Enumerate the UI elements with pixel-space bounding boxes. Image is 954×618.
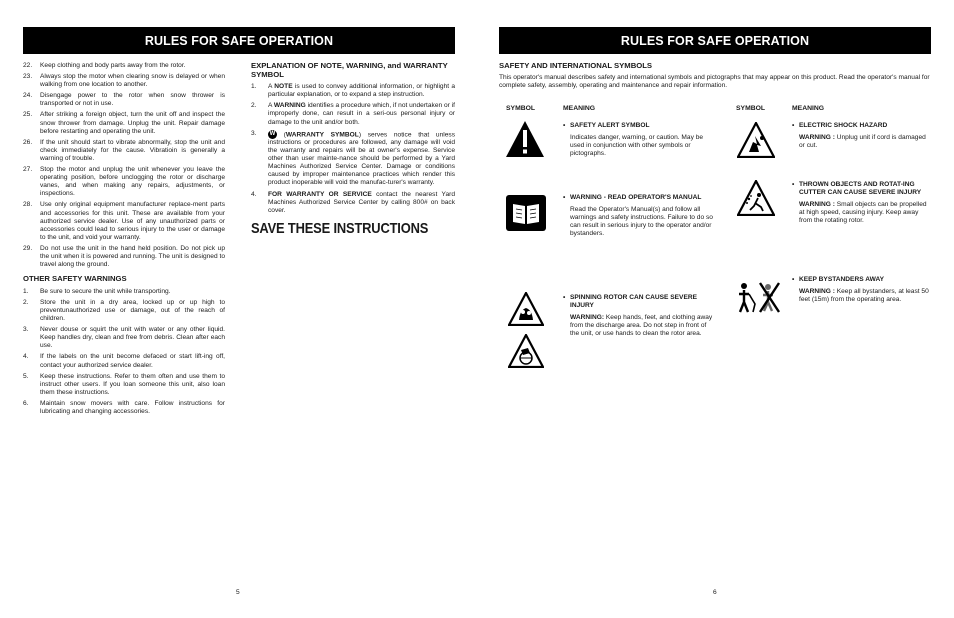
item-number: 27. [23, 166, 33, 174]
electric-shock-entry [792, 122, 932, 150]
other-warning-item [23, 400, 225, 416]
bystanders-desc: WARNING : Keep all bystanders, at least 50 feet (15m) from the operating area. [799, 288, 929, 304]
safety-alert-desc: Indicates danger, warning, or caution. May be used in conjunction with other symbols or pictographs. [570, 134, 704, 158]
right-banner: RULES FOR SAFE OPERATION [499, 27, 931, 54]
rotor-foot-icon [508, 334, 544, 373]
exclamation-triangle-icon [505, 120, 545, 163]
rule-item [23, 62, 225, 70]
item-number: 26. [23, 138, 33, 146]
spinning-rotor-title: • SPINNING ROTOR CAN CAUSE SEVERE INJURY [563, 294, 713, 310]
item-number: 4. [23, 353, 29, 361]
item-text: After striking a foreign object, turn the unit off and inspect the snow thrower from damage. Unplug the unit. Repair damage before restarting and operating the unit. [40, 111, 225, 135]
explanation-heading: EXPLANATION OF NOTE, WARNING, and WARRANTY SYMBOL [251, 61, 448, 79]
save-instructions-heading: SAVE THESE INSTRUCTIONS [251, 219, 429, 237]
meaning-header-right: MEANING [792, 105, 825, 112]
item-text: Disengage power to the rotor when snow thrower is transported or not in use. [40, 92, 225, 108]
thrown-objects-icon [737, 180, 775, 221]
bystanders-title: • KEEP BYSTANDERS AWAY [792, 276, 932, 284]
electric-shock-title: • ELECTRIC SHOCK HAZARD [792, 122, 932, 130]
read-manual-desc: Read the Operator's Manual(s) and follow all warnings and safety instructions. Failure to do so can result in serious injury to the operator and/or bystanders. [570, 206, 713, 238]
item-number: 1. [23, 287, 29, 295]
rules-column [23, 62, 225, 419]
item-text: Do not use the unit in the hand held position. Do not pick up the unit when it is powered and running. The unit is designed to travel along the ground. [40, 244, 225, 269]
item-text: Stop the motor and unplug the unit whenever you leave the operating position, before unclogging the rotor or discharge vanes, and when making any repairs, adjustments, or inspections. [40, 166, 225, 198]
thrown-objects-entry [792, 181, 932, 225]
item-text: If the labels on the unit become defaced or start lift-ing off, contact your authorized service dealer. [40, 353, 225, 369]
item-text: Keep clothing and body parts away from the rotor. [40, 62, 186, 69]
symbol-header-left: SYMBOL [506, 105, 536, 112]
explanation-column [251, 61, 455, 237]
rule-item [23, 245, 225, 269]
other-warning-item [23, 373, 225, 397]
safety-alert-title: • SAFETY ALERT SYMBOL [563, 122, 713, 130]
thrown-objects-title: • THROWN OBJECTS AND ROTAT-ING CUTTER CAN CAUSE SEVERE INJURY [792, 181, 932, 197]
rule-item [23, 139, 225, 163]
symbols-heading: SAFETY AND INTERNATIONAL SYMBOLS [499, 61, 653, 70]
page-number-right: 6 [713, 589, 717, 596]
meaning-header-left: MEANING [563, 105, 596, 112]
other-warning-item [23, 326, 225, 350]
item-text: Be sure to secure the unit while transporting. [40, 287, 171, 295]
spinning-rotor-entry [563, 294, 713, 338]
left-banner: RULES FOR SAFE OPERATION [23, 27, 455, 54]
thrown-objects-desc: WARNING : Small objects can be propelled at high speed, causing injury. Keep away from the rotating rotor. [799, 201, 927, 225]
item-number: 28. [23, 201, 33, 209]
item-number: 24. [23, 92, 33, 100]
item-text: Always stop the motor when clearing snow is delayed or when walking from one location to another. [40, 73, 225, 89]
other-warning-item [23, 353, 225, 369]
item-number: 22. [23, 62, 33, 69]
read-manual-entry [563, 194, 713, 238]
explain-note: 1. A NOTE is used to convey additional information, or highlight a particular explanation, or to expand a step instruction. [251, 83, 455, 99]
other-warnings-heading: OTHER SAFETY WARNINGS [23, 274, 127, 284]
spinning-rotor-desc: WARNING: Keep hands, feet, and clothing away from the discharge area. Do not step in front of the unit, or use hands to clean the rotor area. [570, 314, 713, 338]
bystanders-icon [735, 280, 783, 319]
rule-item [23, 73, 225, 89]
explain-warning: 2. A WARNING identifies a procedure which, if not undertaken or if improperly done, can result in a seri-ous personal injury or damage to the unit and/or both. [251, 102, 455, 126]
other-warning-item [23, 299, 225, 323]
electric-shock-icon [737, 122, 775, 163]
item-text: Never douse or squirt the unit with water or any other liquid. Keep handles dry, clean and free from debris. Clean after each use. [40, 326, 225, 350]
item-text: Store the unit in a dry area, locked up or up high to preventunauthorized use or damage, out of the reach of children. [40, 298, 225, 323]
explain-service: 4. FOR WARRANTY OR SERVICE contact the nearest Yard Machines Authorized Service Center by calling 800# on back cover. [251, 190, 455, 214]
page-number-left: 5 [236, 589, 240, 596]
item-number: 25. [23, 111, 33, 119]
rule-item [23, 166, 225, 198]
symbol-header-right: SYMBOL [736, 105, 766, 112]
item-text: Maintain snow movers with care. Follow instructions for lubricating and changing accessories. [40, 399, 225, 415]
rule-item [23, 92, 225, 108]
electric-shock-desc: WARNING : Unplug unit if cord is damaged or cut. [799, 134, 926, 150]
other-warning-item [23, 288, 225, 296]
item-text: If the unit should start to vibrate abnormally, stop the unit and check immediately for the cause. Vibratioin is generally a warning of trouble. [40, 138, 225, 162]
book-icon [506, 195, 546, 236]
item-text: Use only original equipment manufacturer replace-ment parts and accessories for this unit. These are available from your authorized service dealer. Use of any unauthorized parts or accessories could lead to serious injury to the user or damage to the unit, and void your warranty. [40, 201, 225, 241]
read-manual-title: • WARNING - READ OPERATOR'S MANUAL [563, 194, 713, 202]
symbols-intro-text: This operator's manual describes safety and international symbols and pictographs that may appear on this product. Read the operator's manual for complete safety, assembly, operating and maintenance and repair information. [499, 73, 930, 89]
warranty-w-icon: W [269, 130, 276, 137]
item-number: 6. [23, 399, 29, 407]
item-number: 23. [23, 73, 33, 81]
rule-item [23, 111, 225, 135]
safety-alert-entry [563, 122, 713, 158]
rotor-hand-icon [508, 292, 544, 331]
explain-warranty: 3. W (WARRANTY SYMBOL) serves notice that unless instructions or procedures are followed, any damage will void the warranty and repairs will be at owner's expense. Service other than user mainte-nance should be performed by a Yard Machines Authorized Service Center. Damage or conditions caused by improper maintenance practices which render this product inoperable will void the manufac-turer's warranty. [251, 129, 455, 187]
item-number: 5. [23, 372, 29, 380]
item-text: Keep these instructions. Refer to them often and use them to instruct other users. If you loan someone this unit, also loan them these instructions. [40, 372, 225, 396]
item-number: 29. [23, 244, 33, 252]
symbols-intro [499, 62, 931, 90]
item-number: 2. [23, 298, 29, 306]
bystanders-entry [792, 276, 932, 304]
item-number: 3. [23, 326, 29, 334]
rule-item [23, 201, 225, 241]
